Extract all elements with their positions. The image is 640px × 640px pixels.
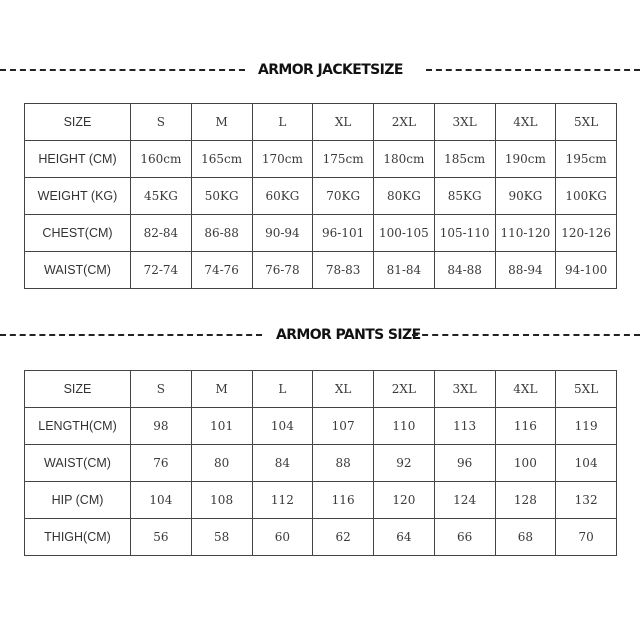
size-column-header: XL <box>313 371 374 408</box>
measurement-label-cell: THIGH(CM) <box>25 519 131 556</box>
table-cell: 101 <box>191 408 252 445</box>
measurement-label-cell: LENGTH(CM) <box>25 408 131 445</box>
table-cell: 116 <box>313 482 374 519</box>
table-cell: 185cm <box>434 141 495 178</box>
table-cell: 62 <box>313 519 374 556</box>
table-cell: 76-78 <box>252 252 313 289</box>
table-header-row <box>25 371 617 408</box>
table-cell: 84 <box>252 445 313 482</box>
size-column-header: L <box>252 371 313 408</box>
table-cell: 60 <box>252 519 313 556</box>
table-cell: 90-94 <box>252 215 313 252</box>
table-cell: 84-88 <box>434 252 495 289</box>
table-cell: 104 <box>556 445 617 482</box>
table-cell: 68 <box>495 519 556 556</box>
dashed-divider-left <box>0 69 245 71</box>
table-cell: 64 <box>374 519 435 556</box>
table-cell: 85KG <box>434 178 495 215</box>
table-cell: 180cm <box>374 141 435 178</box>
table-cell: 170cm <box>252 141 313 178</box>
size-column-header: 2XL <box>374 371 435 408</box>
measurement-label-cell: WAIST(CM) <box>25 252 131 289</box>
table-cell: 116 <box>495 408 556 445</box>
table-cell: 70 <box>556 519 617 556</box>
table-cell: 98 <box>131 408 192 445</box>
table-cell: 74-76 <box>191 252 252 289</box>
table-cell: 120 <box>374 482 435 519</box>
jacket-section-header <box>0 60 640 80</box>
table-cell: 175cm <box>313 141 374 178</box>
measurement-label-cell: CHEST(CM) <box>25 215 131 252</box>
size-column-header: L <box>252 104 313 141</box>
dashed-divider-left <box>0 334 262 336</box>
table-cell: 60KG <box>252 178 313 215</box>
pants-size-title: ARMOR PANTS SIZE <box>276 327 421 343</box>
table-row <box>25 482 617 519</box>
dashed-divider-right <box>426 69 640 71</box>
size-column-header: M <box>191 104 252 141</box>
size-column-header: 3XL <box>434 371 495 408</box>
table-cell: 110 <box>374 408 435 445</box>
table-cell: 124 <box>434 482 495 519</box>
measurement-label-cell: WAIST(CM) <box>25 445 131 482</box>
table-cell: 105-110 <box>434 215 495 252</box>
table-row <box>25 141 617 178</box>
table-cell: 88-94 <box>495 252 556 289</box>
size-column-header: S <box>131 104 192 141</box>
table-cell: 66 <box>434 519 495 556</box>
table-cell: 104 <box>252 408 313 445</box>
table-cell: 104 <box>131 482 192 519</box>
table-cell: 107 <box>313 408 374 445</box>
table-cell: 82-84 <box>131 215 192 252</box>
table-row <box>25 252 617 289</box>
table-cell: 86-88 <box>191 215 252 252</box>
table-cell: 132 <box>556 482 617 519</box>
table-cell: 120-126 <box>556 215 617 252</box>
size-column-header: M <box>191 371 252 408</box>
size-header-cell: SIZE <box>25 371 131 408</box>
jacket-table-body <box>25 104 617 289</box>
table-cell: 78-83 <box>313 252 374 289</box>
table-cell: 58 <box>191 519 252 556</box>
pants-table-body <box>25 371 617 556</box>
measurement-label-cell: WEIGHT (KG) <box>25 178 131 215</box>
table-cell: 165cm <box>191 141 252 178</box>
table-cell: 80 <box>191 445 252 482</box>
dashed-divider-right <box>412 334 640 336</box>
pants-size-table <box>24 370 617 556</box>
table-cell: 80KG <box>374 178 435 215</box>
table-row <box>25 178 617 215</box>
table-row <box>25 215 617 252</box>
table-cell: 96 <box>434 445 495 482</box>
table-cell: 94-100 <box>556 252 617 289</box>
table-cell: 50KG <box>191 178 252 215</box>
size-column-header: 2XL <box>374 104 435 141</box>
table-cell: 76 <box>131 445 192 482</box>
size-header-cell: SIZE <box>25 104 131 141</box>
jacket-size-title: ARMOR JACKETSIZE <box>258 62 403 78</box>
pants-section-header <box>0 325 640 345</box>
table-cell: 88 <box>313 445 374 482</box>
table-cell: 160cm <box>131 141 192 178</box>
table-row <box>25 519 617 556</box>
size-column-header: 5XL <box>556 104 617 141</box>
table-cell: 128 <box>495 482 556 519</box>
table-cell: 90KG <box>495 178 556 215</box>
table-cell: 190cm <box>495 141 556 178</box>
table-cell: 72-74 <box>131 252 192 289</box>
table-cell: 100KG <box>556 178 617 215</box>
table-cell: 119 <box>556 408 617 445</box>
size-column-header: S <box>131 371 192 408</box>
table-cell: 81-84 <box>374 252 435 289</box>
table-cell: 100 <box>495 445 556 482</box>
table-cell: 113 <box>434 408 495 445</box>
table-cell: 100-105 <box>374 215 435 252</box>
size-column-header: 4XL <box>495 371 556 408</box>
size-column-header: 5XL <box>556 371 617 408</box>
measurement-label-cell: HEIGHT (CM) <box>25 141 131 178</box>
table-cell: 110-120 <box>495 215 556 252</box>
table-cell: 112 <box>252 482 313 519</box>
table-row <box>25 445 617 482</box>
table-cell: 70KG <box>313 178 374 215</box>
size-column-header: 3XL <box>434 104 495 141</box>
table-cell: 92 <box>374 445 435 482</box>
table-row <box>25 408 617 445</box>
size-column-header: XL <box>313 104 374 141</box>
jacket-size-table <box>24 103 617 289</box>
size-column-header: 4XL <box>495 104 556 141</box>
table-cell: 45KG <box>131 178 192 215</box>
table-cell: 195cm <box>556 141 617 178</box>
table-header-row <box>25 104 617 141</box>
table-cell: 56 <box>131 519 192 556</box>
table-cell: 108 <box>191 482 252 519</box>
table-cell: 96-101 <box>313 215 374 252</box>
measurement-label-cell: HIP (CM) <box>25 482 131 519</box>
